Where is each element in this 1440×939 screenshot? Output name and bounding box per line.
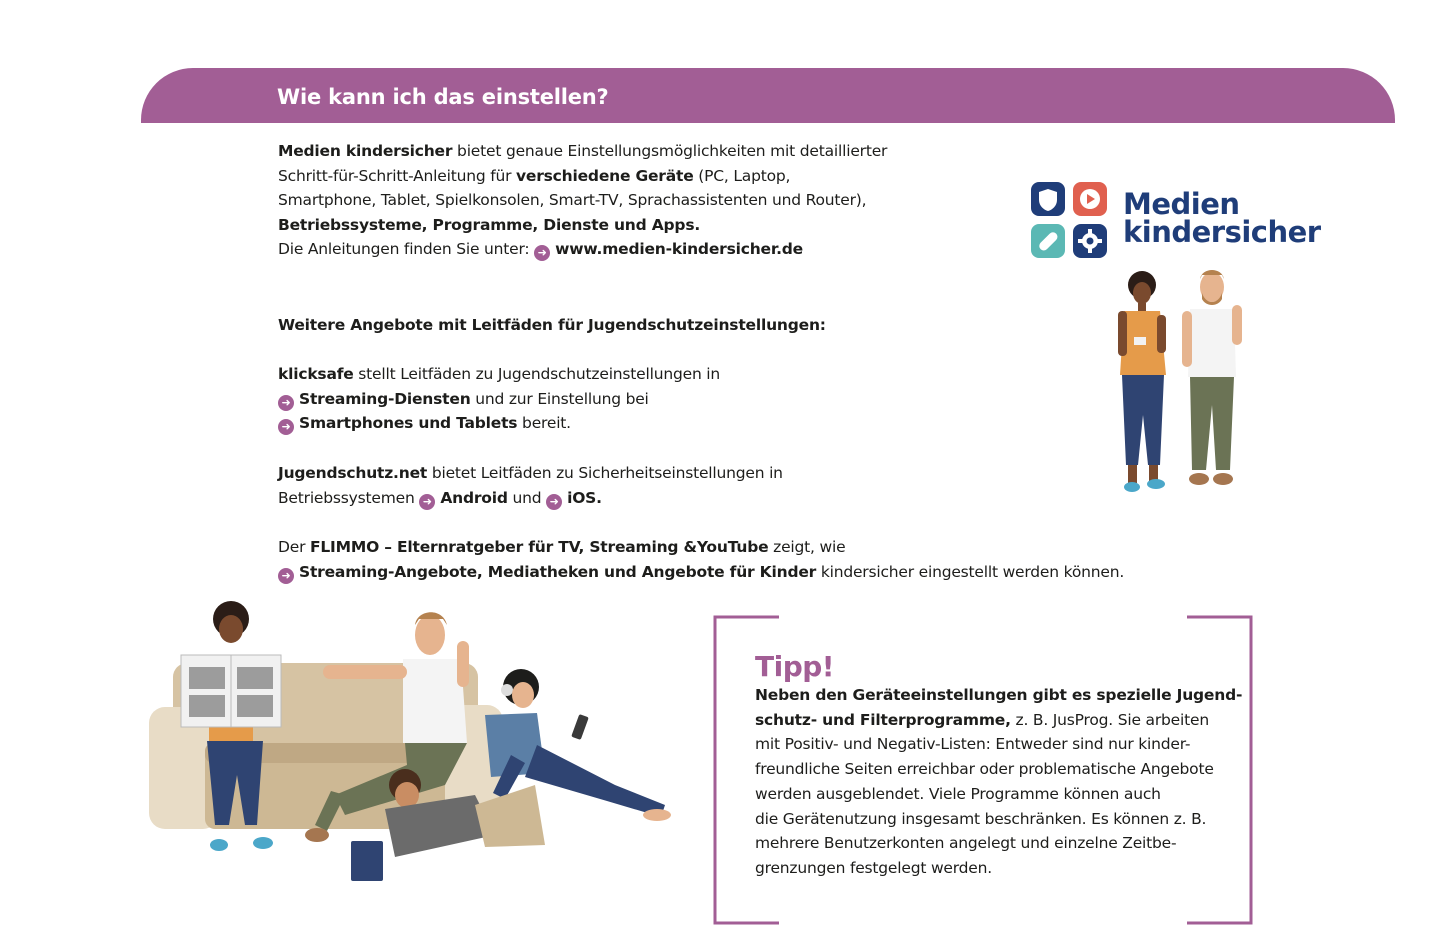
gear-icon: [1073, 224, 1107, 258]
logo-wordmark: Medien kindersicher: [1123, 187, 1321, 249]
offers-heading: Weitere Angebote mit Leitfäden für Jugendschutzeinstellungen:: [278, 316, 826, 334]
arrow-right-circle-icon: ➜: [534, 245, 550, 261]
ios-link[interactable]: iOS.: [567, 488, 602, 507]
tip-title: Tipp!: [755, 650, 835, 683]
bandage-icon: [1031, 224, 1065, 258]
arrow-right-circle-icon: ➜: [546, 494, 562, 510]
arrow-right-circle-icon: ➜: [419, 494, 435, 510]
play-icon: [1073, 182, 1107, 216]
streaming-dienste-link[interactable]: Streaming-Diensten: [299, 389, 471, 408]
arrow-right-circle-icon: ➜: [278, 419, 294, 435]
intro-paragraph: Medien kindersicher bietet genaue Einstellungsmöglichkeiten mit detaillierter Schritt-für-Schritt-Anleitung für verschiedene Geräte (PC, Laptop, Smartphone, Tablet, Spielkonsolen, Smart-TV, Sprachassistenten und Router), Betriebssysteme, Programme, Dienste und Apps. Die Anleitungen finden Sie unter: ➜ www.medien-kindersicher.de: [278, 142, 888, 260]
page-title: Wie kann ich das einstellen?: [277, 85, 609, 109]
arrow-right-circle-icon: ➜: [278, 568, 294, 584]
klicksafe-paragraph: klicksafe stellt Leitfäden zu Jugendschutzeinstellungen in ➜ Streaming-Diensten und zur Einstellung bei ➜ Smartphones und Tablets bereit.: [278, 365, 721, 434]
header-banner: [141, 68, 1395, 123]
smartphones-tablets-link[interactable]: Smartphones und Tablets: [299, 414, 518, 433]
shield-icon: [1031, 182, 1065, 216]
flimmo-paragraph: Der FLIMMO – Elternratgeber für TV, Streaming &YouTube zeigt, wie ➜ Streaming-Angebote, Mediatheken und Angebote für Kinder kindersicher eingestellt werden können.: [278, 538, 1125, 582]
intro-brand: Medien kindersicher: [278, 142, 453, 160]
standing-people-illustration: [1110, 265, 1260, 500]
family-sofa-illustration: [145, 595, 680, 895]
medien-kindersicher-link[interactable]: www.medien-kindersicher.de: [555, 240, 803, 259]
arrow-right-circle-icon: ➜: [278, 395, 294, 411]
jugendschutz-paragraph: Jugendschutz.net bietet Leitfäden zu Sicherheitseinstellungen in Betriebssystemen ➜ Android und ➜ iOS.: [278, 464, 783, 508]
flimmo-link[interactable]: Streaming-Angebote, Mediatheken und Angebote für Kinder: [299, 562, 817, 581]
android-link[interactable]: Android: [440, 488, 508, 507]
tip-body: Neben den Geräteeinstellungen gibt es spezielle Jugend- schutz- und Filterprogramme, z. B. JusProg. Sie arbeiten mit Positiv- und Negativ-Listen: Entweder sind nur kinder- freundliche Seiten erreichbar oder problematische Angebote werden ausgeblendet. Viele Programme können auch die Gerätenutzung insgesamt beschränken. Es können z. B. mehrere Benutzerkonten angelegt und einzelne Zeitbe- grenzungen festgelegt werden.: [755, 686, 1243, 877]
